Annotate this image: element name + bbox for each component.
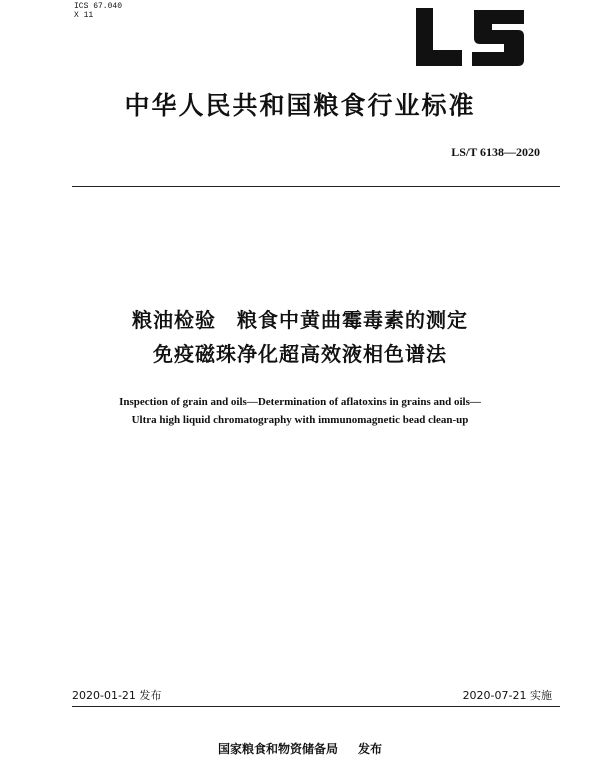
ccs-code: X 11 bbox=[74, 11, 94, 20]
ics-classification bbox=[74, 2, 122, 20]
document-title-cn-line1: 粮油检验 粮食中黄曲霉毒素的测定 bbox=[132, 308, 468, 332]
document-title-cn-line2: 免疫磁珠净化超高效液相色谱法 bbox=[153, 342, 447, 366]
header-divider bbox=[72, 186, 560, 187]
issuer-line bbox=[0, 740, 600, 757]
document-title-en-line2: Ultra high liquid chromatography with immunomagnetic bead clean-up bbox=[131, 414, 469, 426]
ls-logo bbox=[412, 6, 528, 68]
issue-date: 2020-01-21 发布 bbox=[72, 689, 162, 702]
issuer-action: 发布 bbox=[358, 742, 383, 756]
standard-code: LS/T 6138—2020 bbox=[451, 145, 540, 159]
footer-divider bbox=[72, 706, 560, 707]
document-title-en-line1: Inspection of grain and oils—Determination of aflatoxins in grains and oils— bbox=[119, 396, 481, 408]
issuer-name: 国家粮食和物资储备局 bbox=[217, 742, 338, 756]
implementation-date: 2020-07-21 实施 bbox=[462, 689, 552, 702]
standard-category-title: 中华人民共和国粮食行业标准 bbox=[124, 91, 476, 120]
ics-code: ICS 67.040 bbox=[74, 2, 123, 11]
